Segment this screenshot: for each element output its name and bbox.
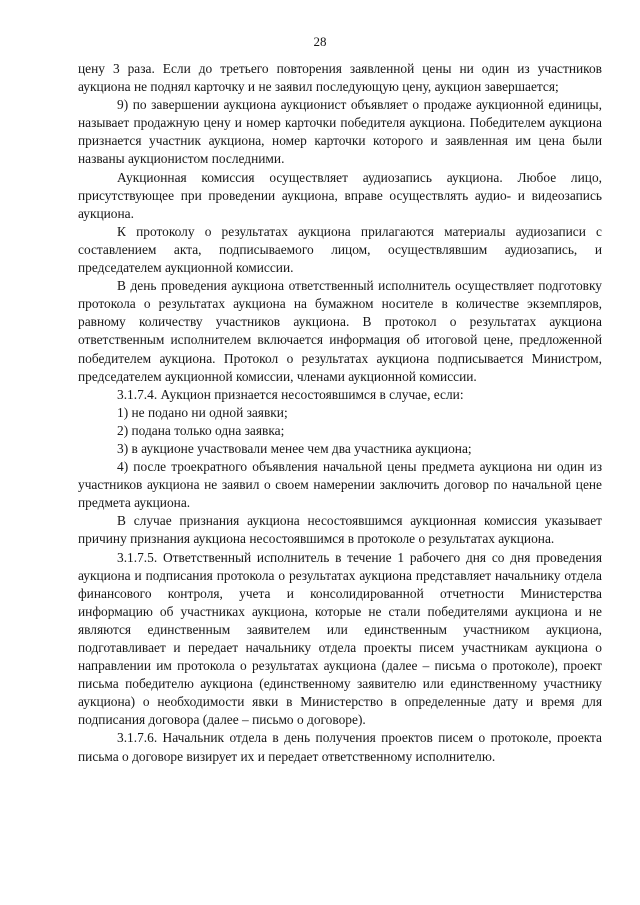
paragraph: 3.1.7.4. Аукцион признается несостоявшимся в случае, если: bbox=[117, 386, 464, 402]
paragraph: 3.1.7.6. Начальник отдела в день получения проектов писем о протоколе, проекта письма о договоре визирует их и передает ответственному исполнителю. bbox=[78, 730, 602, 764]
paragraph: 3.1.7.5. Ответственный исполнитель в течение 1 рабочего дня со дня проведения аукциона и подписания протокола о результатах аукциона представляет начальнику отдела финансового контроля, учета и консолидированной отчетности Министерства информацию об участниках аукциона, которые не стали победителями аукциона и не являются единственным заявителем или единственным участником аукциона, подготавливает и передает начальнику отдела проекты писем участникам аукциона о направлении им протокола о результатах аукциона (далее – письма о протоколе), проект письма победителю аукциона (единственному заявителю или единственному участнику аукциона) о необходимости явки в Министерство в определенные дату и время для подписания договора (далее – письмо о договоре). bbox=[78, 549, 602, 728]
list-item: 3) в аукционе участвовали менее чем два участника аукциона; bbox=[117, 440, 472, 456]
paragraph: 9) по завершении аукциона аукционист объявляет о продаже аукционной единицы, называет продажную цену и номер карточки победителя аукциона. Победителем аукциона признается участник аукциона, номер карточки которого и заявленная им цена были названы аукционистом последними. bbox=[78, 97, 602, 167]
list-item: 1) не подано ни одной заявки; bbox=[117, 404, 288, 420]
paragraph: В день проведения аукциона ответственный исполнитель осуществляет подготовку протокола о результатах аукциона на бумажном носителе в количестве экземпляров, равному количеству участников аукциона. В протокол о результатах аукциона ответственным исполнителем включается информация об итоговой цене, предложенной победителем аукциона. Протокол о результатах аукциона подписывается Министром, председателем аукционной комиссии, членами аукционной комиссии. bbox=[78, 278, 602, 384]
paragraph: В случае признания аукциона несостоявшимся аукционная комиссия указывает причину признания аукциона несостоявшимся в протоколе о результатах аукциона. bbox=[78, 513, 602, 547]
paragraph: цену 3 раза. Если до третьего повторения заявленной цены ни один из участников аукциона не поднял карточку и не заявил последующую цену, аукцион завершается; bbox=[78, 61, 602, 95]
paragraph: Аукционная комиссия осуществляет аудиозапись аукциона. Любое лицо, присутствующее при проведении аукциона, вправе осуществлять аудио- и видеозапись аукциона. bbox=[78, 169, 602, 221]
list-item: 4) после троекратного объявления начальной цены предмета аукциона ни один из участников аукциона не заявил о своем намерении заключить договор по начальной цене предмета аукциона. bbox=[78, 459, 602, 511]
document-body bbox=[78, 60, 602, 766]
page-number: 28 bbox=[313, 34, 327, 49]
paragraph: К протоколу о результатах аукциона прилагаются материалы аудиозаписи с составлением акта, подписываемого лицом, осуществлявшим аудиозапись, и председателем аукционной комиссии. bbox=[78, 223, 602, 276]
list-item: 2) подана только одна заявка; bbox=[117, 422, 285, 438]
